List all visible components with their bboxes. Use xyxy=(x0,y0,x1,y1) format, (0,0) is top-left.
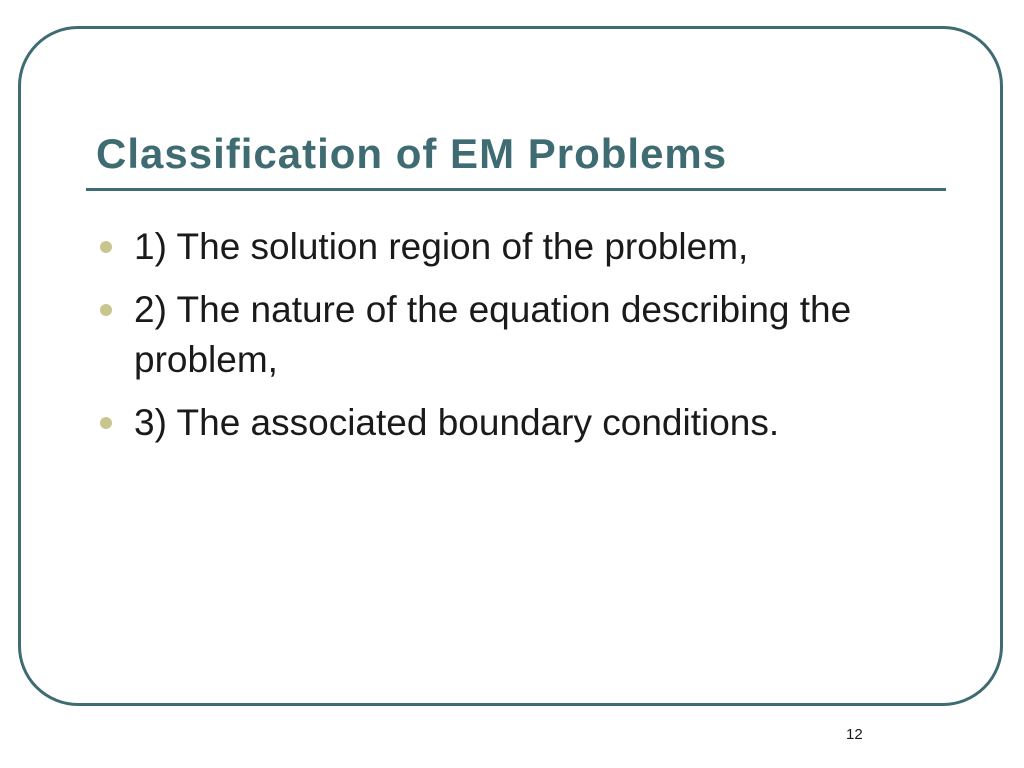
bullet-dot-icon xyxy=(100,304,112,316)
slide-title: Classification of EM Problems xyxy=(96,130,728,177)
bullet-list xyxy=(96,222,936,461)
title-underline xyxy=(86,188,946,191)
bullet-text: 3) The associated boundary conditions. xyxy=(134,402,780,443)
bullet-dot-icon xyxy=(100,241,112,253)
bullet-text: 1) The solution region of the problem, xyxy=(134,226,749,267)
bullet-dot-icon xyxy=(100,417,112,429)
page-number: 12 xyxy=(846,726,863,743)
bullet-item xyxy=(96,285,936,385)
bullet-text: 2) The nature of the equation describing the problem, xyxy=(134,289,852,380)
bullet-item xyxy=(96,222,936,272)
bullet-item xyxy=(96,398,936,448)
